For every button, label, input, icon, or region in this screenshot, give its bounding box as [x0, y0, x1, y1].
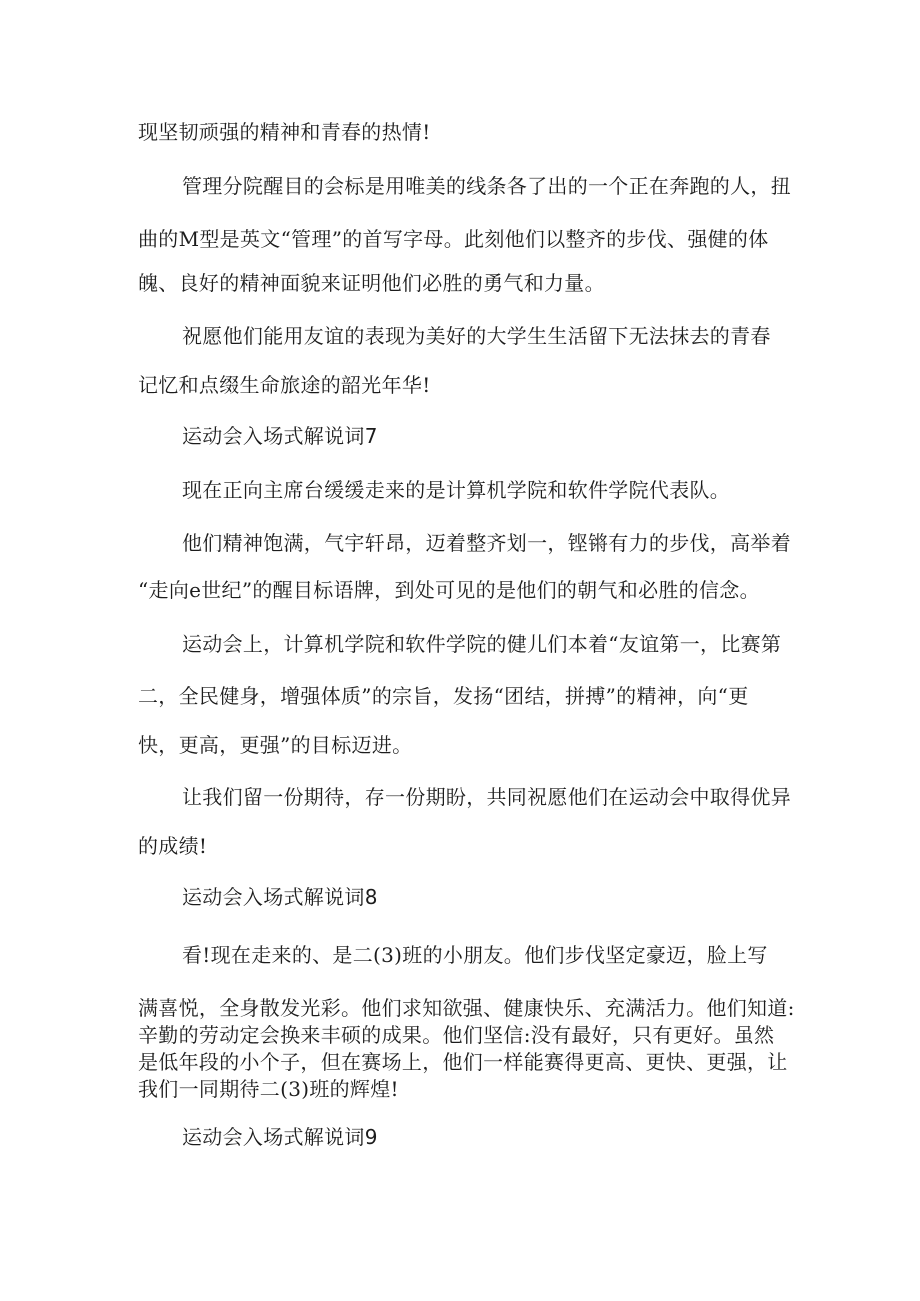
body-line: 我们一同期待二(3)班的辉煌! — [138, 1077, 399, 1101]
section-heading: 运动会入场式解说词9 — [182, 1125, 378, 1149]
body-line: 让我们留一份期待，存一份期盼，共同祝愿他们在运动会中取得优异 — [182, 785, 791, 809]
body-line: 的成绩! — [138, 834, 208, 858]
body-line: 辛勤的劳动定会换来丰硕的成果。他们坚信:没有最好，只有更好。虽然 — [138, 1023, 775, 1047]
body-line: 满喜悦，全身散发光彩。他们求知欲强、健康快乐、充满活力。他们知道: — [138, 996, 795, 1020]
body-line: 曲的M型是英文“管理”的首写字母。此刻他们以整齐的步伐、强健的体 — [138, 227, 769, 251]
body-line: 现坚韧顽强的精神和青春的热情! — [138, 120, 431, 144]
body-line: “走向e世纪”的醒目标语牌，到处可见的是他们的朝气和必胜的信念。 — [138, 578, 760, 602]
body-line: 祝愿他们能用友谊的表现为美好的大学生生活留下无法抹去的青春 — [182, 324, 771, 348]
body-line: 快，更高，更强”的目标迈进。 — [138, 733, 413, 757]
body-line: 二，全民健身，增强体质”的宗旨，发扬“团结，拼搏”的精神，向“更 — [138, 684, 749, 708]
body-line: 现在正向主席台缓缓走来的是计算机学院和软件学院代表队。 — [182, 478, 731, 502]
body-line: 他们精神饱满，气宇轩昂，迈着整齐划一，铿锵有力的步伐，高举着 — [182, 531, 791, 555]
body-line: 运动会上，计算机学院和软件学院的健儿们本着“友谊第一，比赛第 — [182, 632, 782, 656]
body-line: 魄、良好的精神面貌来证明他们必胜的勇气和力量。 — [138, 271, 605, 295]
body-line: 看!现在走来的、是二(3)班的小朋友。他们步伐坚定豪迈，脸上写 — [182, 943, 768, 967]
section-heading: 运动会入场式解说词8 — [182, 885, 378, 909]
body-line: 记忆和点缀生命旅途的韶光年华! — [138, 373, 431, 397]
body-line: 是低年段的小个子，但在赛场上，他们一样能赛得更高、更快、更强，让 — [138, 1050, 788, 1074]
section-heading: 运动会入场式解说词7 — [182, 424, 378, 448]
body-line: 管理分院醒目的会标是用唯美的线条各了出的一个正在奔跑的人，扭 — [182, 174, 791, 198]
